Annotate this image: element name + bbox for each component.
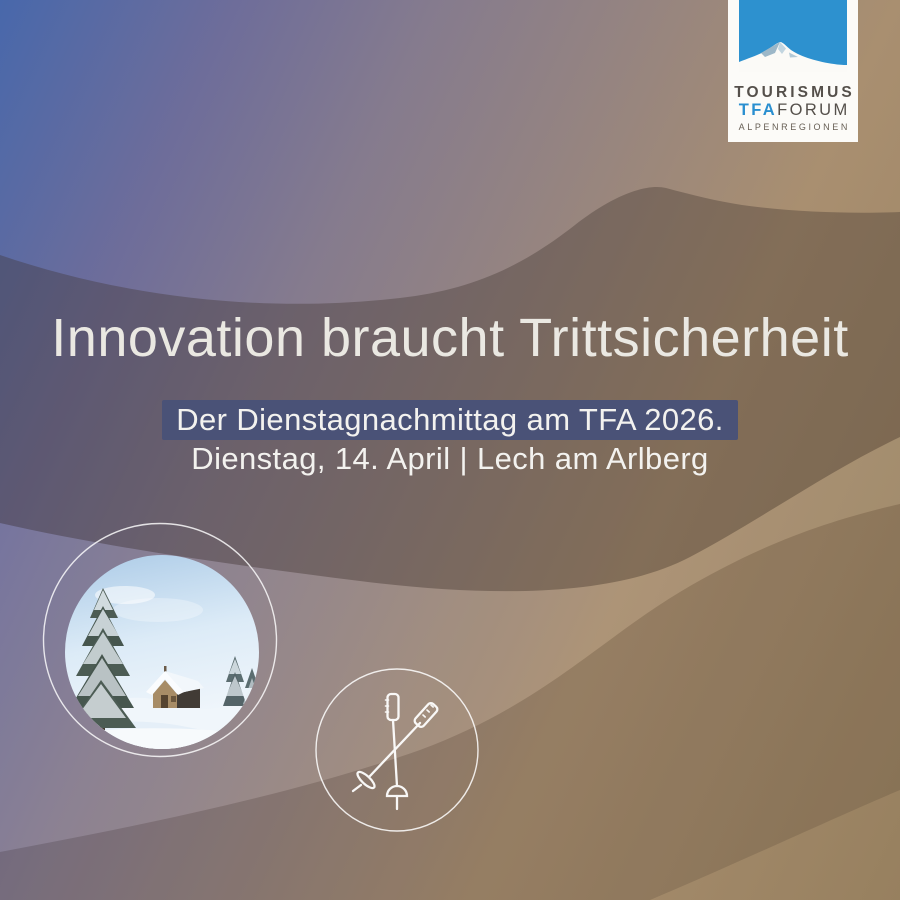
tfa-logo: [728, 0, 858, 142]
logo-text-tfa-forum: [728, 101, 858, 120]
mountain-peak-icon: [739, 0, 847, 72]
subtitle-row: [0, 400, 900, 440]
ski-poles: [353, 694, 439, 809]
subtitle-date-location: Dienstag, 14. April | Lech am Arlberg: [191, 441, 709, 476]
logo-text-tfa: TFA: [738, 101, 778, 119]
crossed-ski-poles-icon: [312, 662, 484, 840]
logo-text-tourismus: TOURISMUS: [734, 84, 855, 101]
page-title: Innovation braucht Trittsicherheit: [51, 308, 849, 368]
logo-text-alpenregionen: ALPENREGIONEN: [738, 122, 850, 132]
winter-cabin-photo: [30, 510, 290, 770]
photo-content: [60, 550, 265, 755]
subtitle-highlighted: Der Dienstagnachmittag am TFA 2026.: [162, 400, 738, 440]
logo-text-forum: FORUM: [777, 101, 850, 119]
